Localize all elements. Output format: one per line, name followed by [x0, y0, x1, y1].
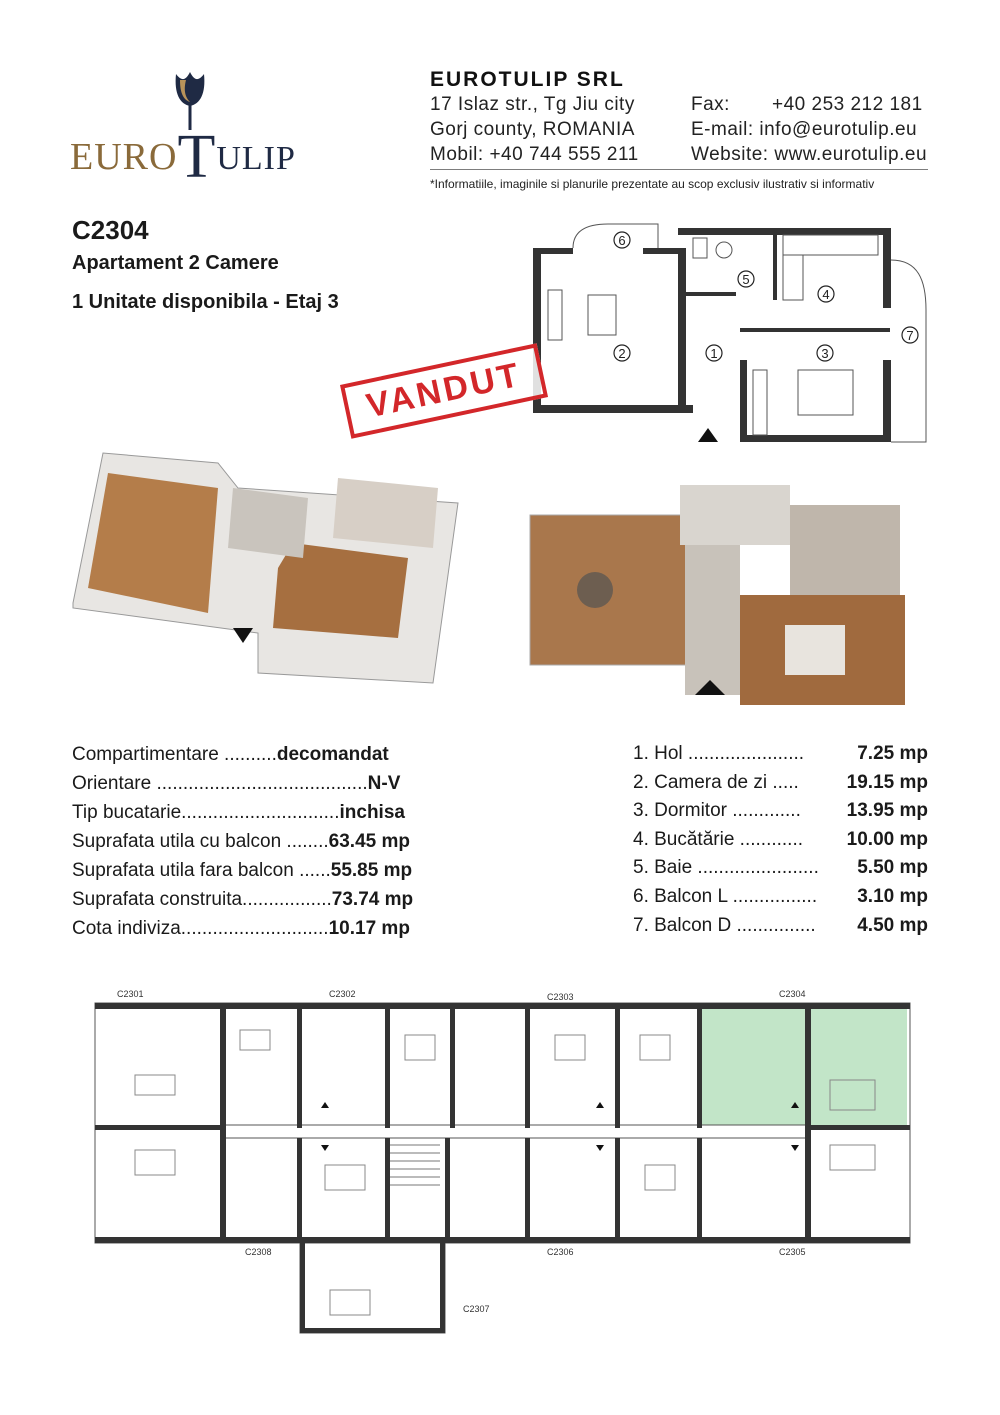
apartment-floor-plan — [528, 220, 933, 445]
availability: 1 Unitate disponibila - Etaj 3 — [72, 291, 339, 313]
specs-list — [72, 740, 452, 943]
svg-text:7: 7 — [906, 328, 914, 343]
svg-text:5: 5 — [742, 272, 750, 287]
fax-value: +40 253 212 181 — [772, 94, 923, 115]
unit-label-c2304: C2304 — [779, 989, 806, 999]
plan-room-number — [614, 232, 630, 248]
plan-room-number — [902, 327, 918, 343]
fax-label: Fax: — [691, 94, 730, 115]
logo — [70, 70, 330, 191]
website-link[interactable]: Website: www.eurotulip.eu — [691, 144, 928, 165]
render-3d-top-view — [525, 480, 930, 710]
spec-row: Suprafata construita.................73.74 mp — [72, 889, 414, 910]
svg-text:1: 1 — [710, 346, 718, 361]
room-row: 6. Balcon L ................ 3.10 mp — [633, 885, 928, 907]
logo-tulip-initial: T — [177, 123, 217, 191]
svg-text:2: 2 — [618, 346, 626, 361]
disclaimer: *Informatiile, imaginile si planurile prezentate au scop exclusiv ilustrativ si informativ — [430, 177, 875, 191]
spec-row: Orientare ........................................N-V — [72, 773, 401, 794]
building-floor-plan — [85, 985, 920, 1340]
unit-label-c2308: C2308 — [245, 1247, 272, 1257]
logo-tulip-rest: ULIP — [216, 140, 296, 177]
svg-text:3: 3 — [821, 346, 829, 361]
email-link[interactable]: E-mail: info@eurotulip.eu — [691, 119, 918, 140]
plan-room-number — [614, 345, 630, 361]
unit-label-c2301: C2301 — [117, 989, 144, 999]
room-row: 7. Balcon D ............... 4.50 mp — [633, 914, 928, 936]
plan-room-number — [706, 345, 722, 361]
logo-euro: EURO — [70, 136, 178, 178]
apartment-type: Apartament 2 Camere — [72, 252, 279, 274]
spec-row: Suprafata utila cu balcon ........63.45 mp — [72, 831, 410, 852]
plan-room-number — [738, 271, 754, 287]
room-row: 3. Dormitor ............. 13.95 mp — [633, 800, 928, 822]
room-row: 5. Baie ....................... 5.50 mp — [633, 857, 928, 879]
room-row: 2. Camera de zi ..... 19.15 mp — [633, 771, 928, 793]
room-row: 4. Bucătărie ............ 10.00 mp — [633, 828, 928, 850]
unit-label-c2303: C2303 — [547, 992, 574, 1002]
company-name: EUROTULIP SRL — [430, 68, 625, 91]
apartment-code: C2304 — [72, 215, 149, 245]
header-divider — [430, 169, 928, 170]
unit-label-c2307: C2307 — [463, 1304, 490, 1314]
mobile-phone: Mobil: +40 744 555 211 — [430, 144, 639, 165]
unit-label-c2302: C2302 — [329, 989, 356, 999]
spec-row: Tip bucatarie..............................inchisa — [72, 802, 405, 823]
sold-stamp: VANDUT — [340, 343, 548, 439]
spec-row: Suprafata utila fara balcon ......55.85 mp — [72, 860, 413, 881]
room-row: 1. Hol ...................... 7.25 mp — [633, 743, 928, 764]
address-line-2: Gorj county, ROMANIA — [430, 119, 635, 140]
unit-label-c2306: C2306 — [547, 1247, 574, 1257]
spec-row: Cota indiviza............................10.17 mp — [72, 918, 410, 939]
plan-room-number — [817, 345, 833, 361]
svg-text:6: 6 — [618, 233, 626, 248]
plan-room-number — [818, 286, 834, 302]
svg-text:4: 4 — [822, 287, 830, 302]
address-line-1: 17 Islaz str., Tg Jiu city — [430, 94, 635, 115]
rooms-list — [633, 740, 928, 940]
render-3d-perspective — [68, 448, 478, 688]
spec-row: Compartimentare ..........decomandat — [72, 744, 389, 765]
unit-label-c2305: C2305 — [779, 1247, 806, 1257]
